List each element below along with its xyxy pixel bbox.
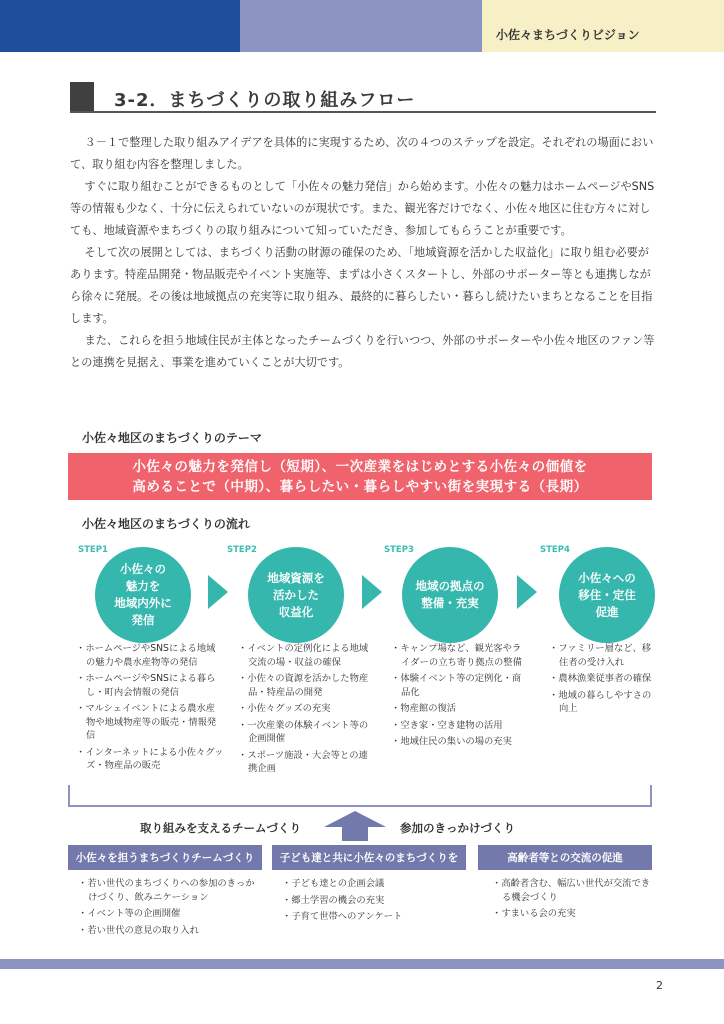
step-title: 小佐々への 移住・定住 促進: [578, 570, 636, 619]
list-item: ・ 地域の暮らしやすさの向上: [549, 689, 659, 716]
support-left-label: 取り組みを支えるチームづくり: [140, 821, 301, 835]
step-circle: [95, 547, 191, 643]
list-item: ・ イベントの定例化による地域交流の場・収益の確保: [238, 642, 376, 669]
list-item: ・ 若い世代の意見の取り入れ: [78, 924, 258, 938]
flow-bracket: [68, 785, 652, 807]
header-bar-lavender: [240, 0, 482, 52]
body-paragraph: また、これらを担う地域住民が主体となったチームづくりを行いつつ、外部のサポーターや小佐々地区のファン等との連携を見据え、事業を進めていくことが大切です。: [70, 334, 655, 369]
list-item: ・ インターネットによる小佐々グッズ・物産品の販売: [76, 746, 224, 773]
list-item: ・ 地域住民の集いの場の充実: [391, 735, 523, 749]
list-item: ・ 子ども達との企画会議: [282, 877, 462, 891]
section-marker: [70, 82, 94, 112]
support-list: [282, 877, 462, 927]
list-item: ・ 空き家・空き建物の活用: [391, 719, 523, 733]
support-list: [492, 877, 652, 924]
list-item: ・ イベント等の企画開催: [78, 907, 258, 921]
list-item: ・ スポーツ施設・大会等との連携企画: [238, 749, 376, 776]
step-title: 地域資源を 活かした 収益化: [267, 570, 325, 619]
list-item: ・ 若い世代のまちづくりへの参加のきっかけづくり、飲みニケーション: [78, 877, 258, 904]
list-item: ・ ホームページやSNSによる暮らし・町内会情報の発信: [76, 672, 224, 699]
up-arrow-icon: [324, 811, 386, 841]
page-number: 2: [656, 979, 663, 992]
body-text: [70, 132, 658, 374]
list-item: ・ 農林漁業従事者の確保: [549, 672, 659, 686]
list-item: ・ 体験イベント等の定例化・商品化: [391, 672, 523, 699]
list-item: ・ 高齢者含む、幅広い世代が交流できる機会づくり: [492, 877, 652, 904]
list-item: ・ 物産館の復活: [391, 702, 523, 716]
step-list: [549, 642, 659, 719]
body-paragraph: すぐに取り組むことができるものとして「小佐々の魅力発信」から始めます。小佐々の魅力はホームページやSNS等の情報も少なく、十分に伝えられていないのが現状です。また、観光客だけでなく、小佐々地区に住む方々に対しても、地域資源やまちづくりの取り組みについて知っていただき、参加してもらうことが重要です。: [70, 180, 655, 237]
list-item: ・ 子育て世帯へのアンケート: [282, 910, 462, 924]
list-item: ・ 郷土学習の機会の充実: [282, 894, 462, 908]
theme-line: 高めることで（中期）、暮らしたい・暮らしやすい街を実現する（長期）: [132, 479, 588, 495]
list-item: ・ 一次産業の体験イベント等の企画開催: [238, 719, 376, 746]
step-arrow-icon: [208, 575, 228, 609]
step-label: STEP3: [384, 545, 414, 555]
step-circle: [248, 547, 344, 643]
step-label: STEP4: [540, 545, 570, 555]
section-title: 3-2．まちづくりの取り組みフロー: [114, 90, 416, 111]
step-label: STEP2: [227, 545, 257, 555]
support-box-title: 小佐々を担うまちづくりチームづくり: [68, 845, 262, 870]
section-underline: [70, 111, 656, 113]
theme-heading: 小佐々地区のまちづくりのテーマ: [82, 431, 262, 445]
footer-bar: [0, 959, 724, 969]
flow-heading: 小佐々地区のまちづくりの流れ: [82, 517, 250, 531]
step-arrow-icon: [362, 575, 382, 609]
list-item: ・ 小佐々グッズの充実: [238, 702, 376, 716]
support-list: [78, 877, 258, 940]
list-item: ・ キャンプ場など、観光客やライダーの立ち寄り拠点の整備: [391, 642, 523, 669]
step-title: 地域の拠点の 整備・充実: [415, 579, 485, 610]
step-circle: [559, 547, 655, 643]
step-arrow-icon: [517, 575, 537, 609]
header-doc-title: 小佐々まちづくりビジョン: [482, 0, 724, 52]
list-item: ・ マルシェイベントによる農水産物や地域物産等の販売・情報発信: [76, 702, 224, 743]
step-list: [76, 642, 224, 776]
step-label: STEP1: [78, 545, 108, 555]
theme-line: 小佐々の魅力を発信し（短期）、一次産業をはじめとする小佐々の価値を: [132, 459, 588, 475]
header-bar-blue: [0, 0, 240, 52]
support-box-title: 高齢者等との交流の促進: [478, 845, 652, 870]
body-paragraph: ３－１で整理した取り組みアイデアを具体的に実現するため、次の４つのステップを設定。それぞれの場面において、取り組む内容を整理しました。: [70, 136, 654, 171]
theme-banner: [68, 453, 652, 500]
step-title: 小佐々の 魅力を 地域内外に 発信: [114, 562, 172, 627]
support-right-label: 参加のきっかけづくり: [400, 821, 515, 835]
step-circle: [402, 547, 498, 643]
step-list: [391, 642, 523, 752]
list-item: ・ 小佐々の資源を活かした物産品・特産品の開発: [238, 672, 376, 699]
support-box-title: 子ども達と共に小佐々のまちづくりを: [272, 845, 466, 870]
list-item: ・ すまいる会の充実: [492, 907, 652, 921]
step-list: [238, 642, 376, 779]
list-item: ・ ファミリー層など、移住者の受け入れ: [549, 642, 659, 669]
body-paragraph: そして次の展開としては、まちづくり活動の財源の確保のため、「地域資源を活かした収益化」に取り組む必要があります。特産品開発・物品販売やイベント実施等、まずは小さくスタートし、外部のサポーター等とも連携しながら徐々に発展。その後は地域拠点の充実等に取り組み、最終的に暮らしたい・暮らし続けたいまちとなることを目指します。: [70, 246, 653, 325]
list-item: ・ ホームページやSNSによる地域の魅力や農水産物等の発信: [76, 642, 224, 669]
